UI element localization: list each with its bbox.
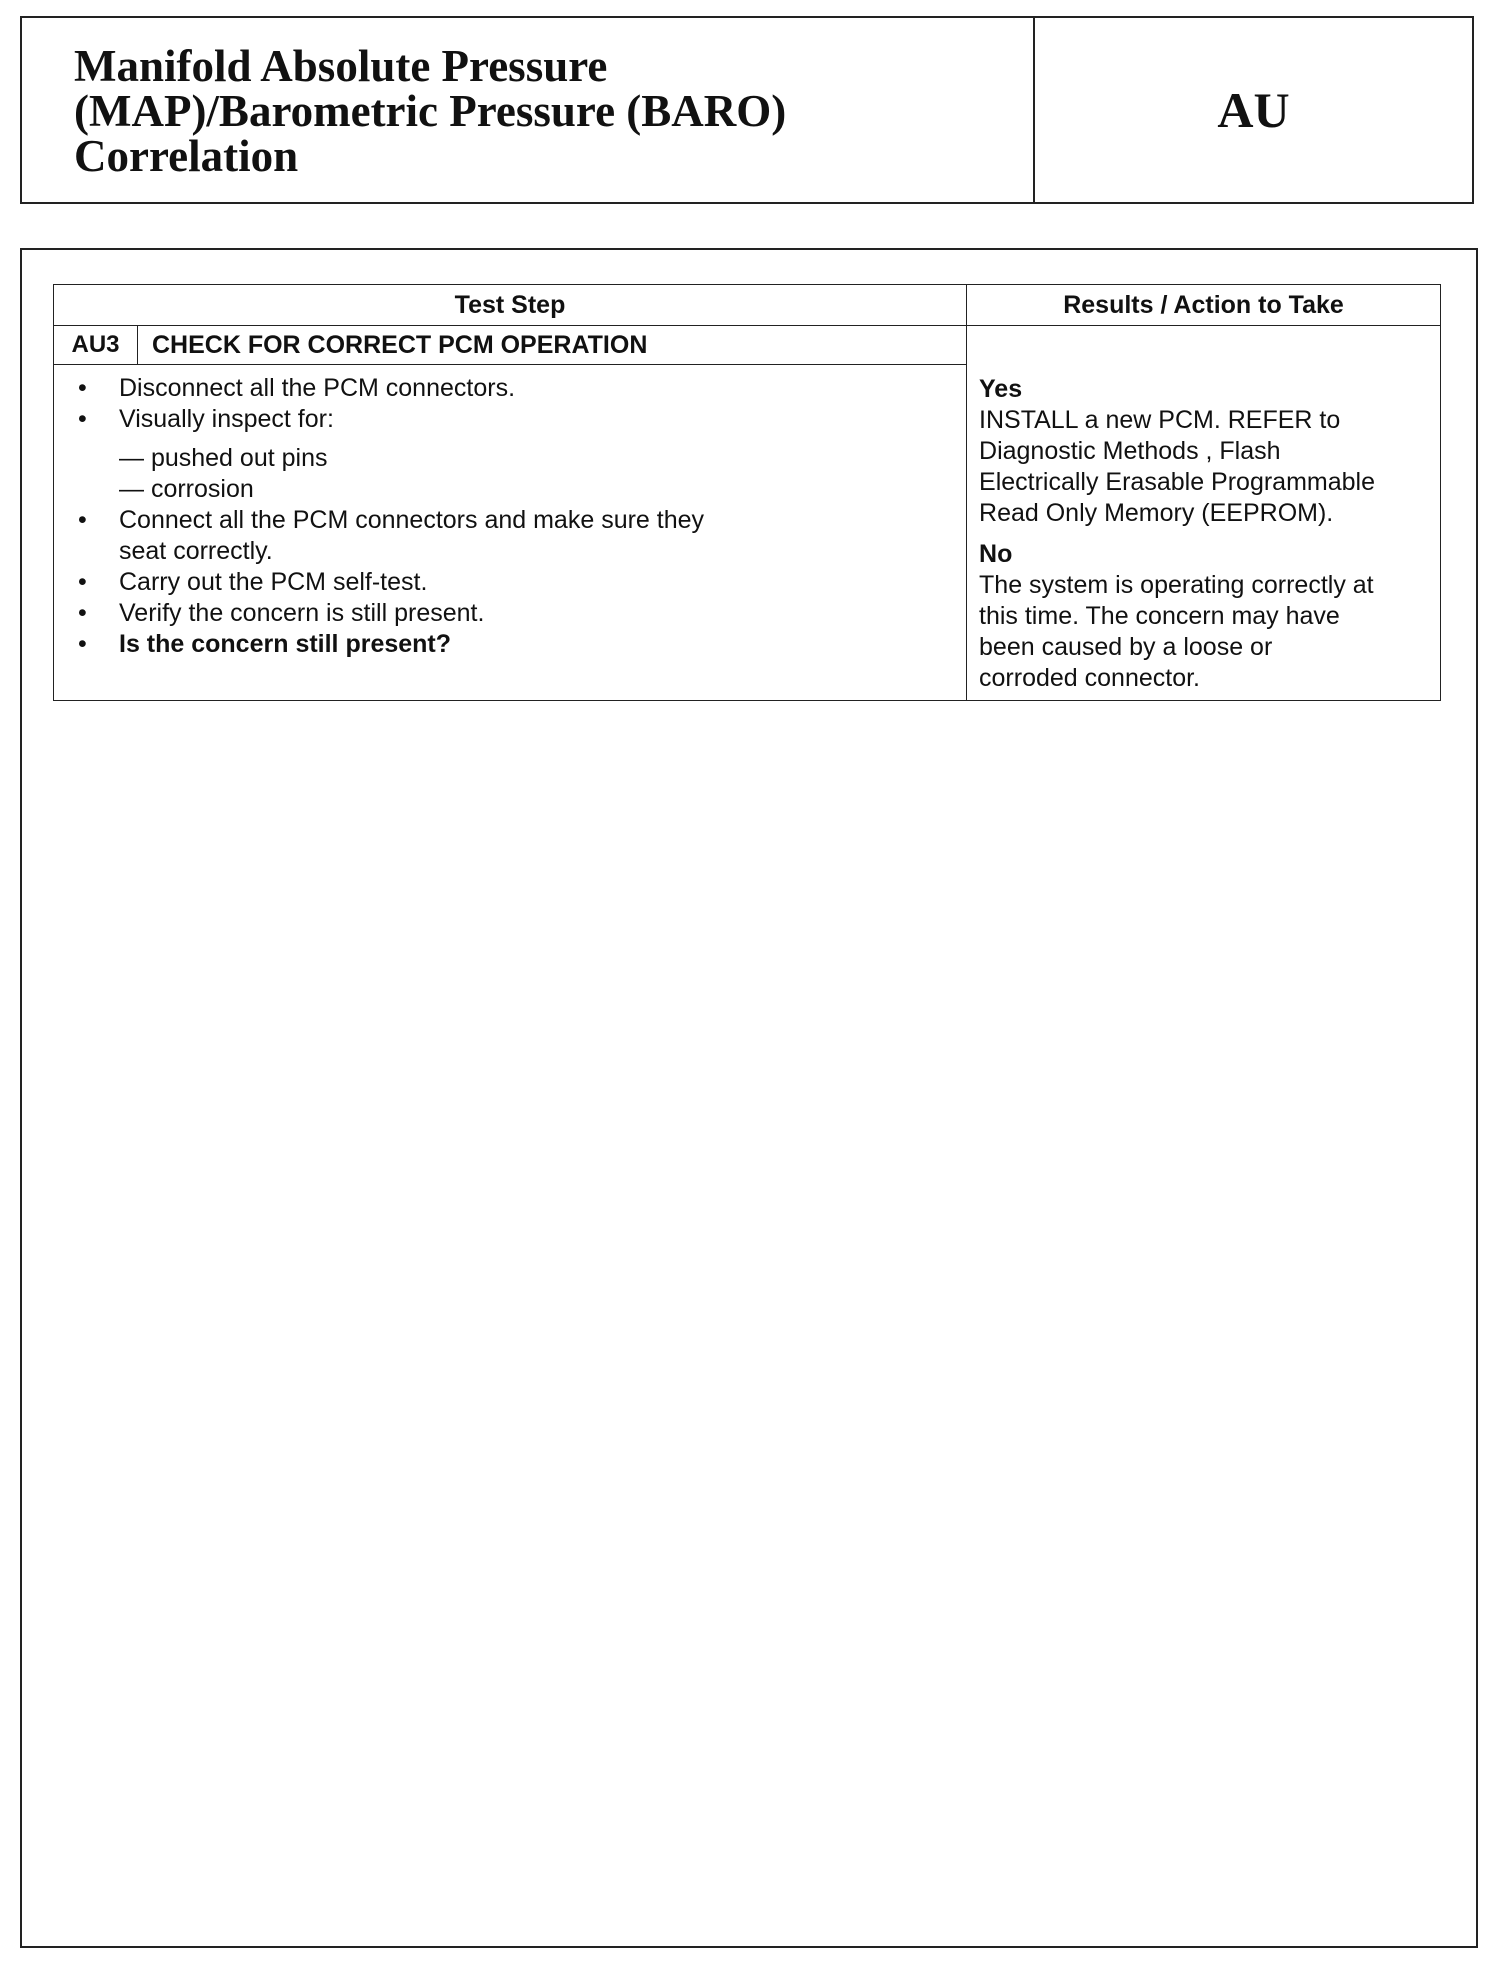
section-code: AU — [1217, 82, 1290, 138]
bullet-icon: • — [78, 599, 87, 627]
no-line-4: corroded connector. — [979, 664, 1200, 692]
action-text: Connect all the PCM connectors and make sure they — [119, 506, 705, 534]
title-line-2: (MAP)/Barometric Pressure (BARO) — [74, 86, 787, 136]
yes-line-1: INSTALL a new PCM. REFER to — [979, 406, 1341, 434]
step-title: CHECK FOR CORRECT PCM OPERATION — [138, 326, 967, 365]
step-title-row — [54, 326, 1441, 365]
title-line-3: Correlation — [74, 131, 299, 181]
actions-cell — [54, 365, 967, 701]
yes-line-3: Electrically Erasable Programmable — [979, 468, 1375, 496]
action-text-continued: seat correctly. — [119, 537, 273, 565]
bullet-icon: • — [78, 568, 87, 596]
action-text: Verify the concern is still present. — [119, 599, 485, 627]
action-item-question — [66, 629, 966, 660]
bullet-icon: • — [78, 405, 87, 433]
page-title — [22, 18, 1035, 202]
document-header — [20, 16, 1474, 204]
action-text: Visually inspect for: — [119, 405, 334, 433]
action-item — [66, 505, 966, 567]
sub-item: — corrosion — [119, 475, 254, 503]
question-text: Is the concern still present? — [119, 630, 452, 658]
action-item — [66, 404, 966, 435]
action-text: Disconnect all the PCM connectors. — [119, 374, 516, 402]
table-header-row — [54, 285, 1441, 326]
no-line-2: this time. The concern may have — [979, 602, 1340, 630]
no-label: No — [979, 540, 1013, 568]
action-item — [66, 598, 966, 629]
results-header: Results / Action to Take — [967, 285, 1441, 326]
action-text: Carry out the PCM self-test. — [119, 568, 428, 596]
content-frame — [20, 248, 1478, 1948]
bullet-icon: • — [78, 374, 87, 402]
step-id: AU3 — [54, 326, 138, 365]
action-item — [66, 373, 966, 404]
yes-line-2: Diagnostic Methods , Flash — [979, 437, 1281, 465]
results-cell — [967, 326, 1441, 701]
test-step-table — [53, 284, 1441, 701]
bullet-icon: • — [78, 506, 87, 534]
action-item — [66, 567, 966, 598]
title-line-1: Manifold Absolute Pressure — [74, 41, 608, 91]
yes-label: Yes — [979, 375, 1023, 403]
no-line-1: The system is operating correctly at — [979, 571, 1374, 599]
sub-item: — pushed out pins — [119, 444, 328, 472]
no-line-3: been caused by a loose or — [979, 633, 1273, 661]
yes-line-4: Read Only Memory (EEPROM). — [979, 499, 1334, 527]
bullet-icon: • — [78, 630, 87, 658]
test-step-header: Test Step — [54, 285, 967, 326]
